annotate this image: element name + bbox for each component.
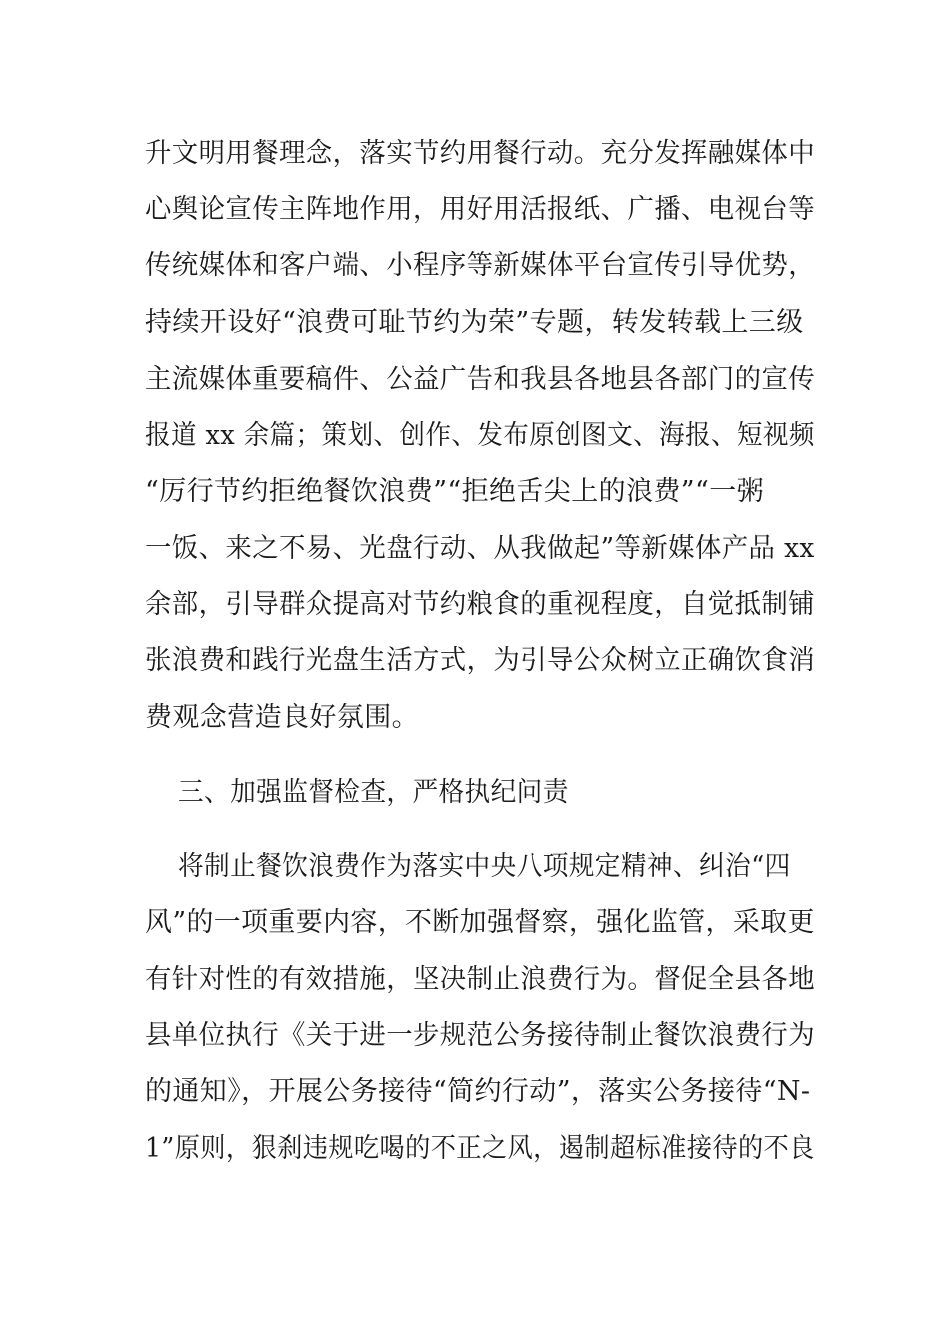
text-line: 主流媒体重要稿件、公益广告和我县各地县各部门的宣传 [145, 364, 815, 395]
text-line: 报道 xx 余篇；策划、创作、发布原创图文、海报、短视频 [145, 420, 815, 451]
text-line: 费观念营造良好氛围。 [145, 702, 419, 733]
text-line: 传统媒体和客户端、小程序等新媒体平台宣传引导优势， [145, 250, 815, 281]
text-line: “厉行节约拒绝餐饮浪费”“拒绝舌尖上的浪费”“一粥 [145, 476, 765, 507]
text-line: 1”原则，狠刹违规吃喝的不正之风，遏制超标准接待的不良 [145, 1133, 815, 1164]
section-heading: 三、加强监督检查，严格执纪问责 [178, 777, 569, 808]
text-line: 有针对性的有效措施，坚决制止浪费行为。督促全县各地 [145, 964, 815, 995]
text-line: 余部，引导群众提高对节约粮食的重视程度，自觉抵制铺 [145, 589, 815, 620]
text-line: 县单位执行《关于进一步规范公务接待制止餐饮浪费行为 [145, 1020, 815, 1051]
text-line: 的通知》，开展公务接待“简约行动”，落实公务接待“N- [145, 1076, 811, 1107]
text-line: 一饭、来之不易、光盘行动、从我做起”等新媒体产品 xx [145, 533, 815, 564]
text-line: 将制止餐饮浪费作为落实中央八项规定精神、纠治“四 [178, 851, 791, 882]
text-line: 风”的一项重要内容，不断加强督察，强化监管，采取更 [145, 907, 815, 938]
text-line: 心舆论宣传主阵地作用，用好用活报纸、广播、电视台等 [145, 194, 815, 225]
text-line: 持续开设好“浪费可耻节约为荣”专题，转发转载上三级 [145, 307, 804, 338]
text-line: 升文明用餐理念，落实节约用餐行动。充分发挥融媒体中 [145, 138, 815, 169]
text-line: 张浪费和践行光盘生活方式，为引导公众树立正确饮食消 [145, 645, 815, 676]
